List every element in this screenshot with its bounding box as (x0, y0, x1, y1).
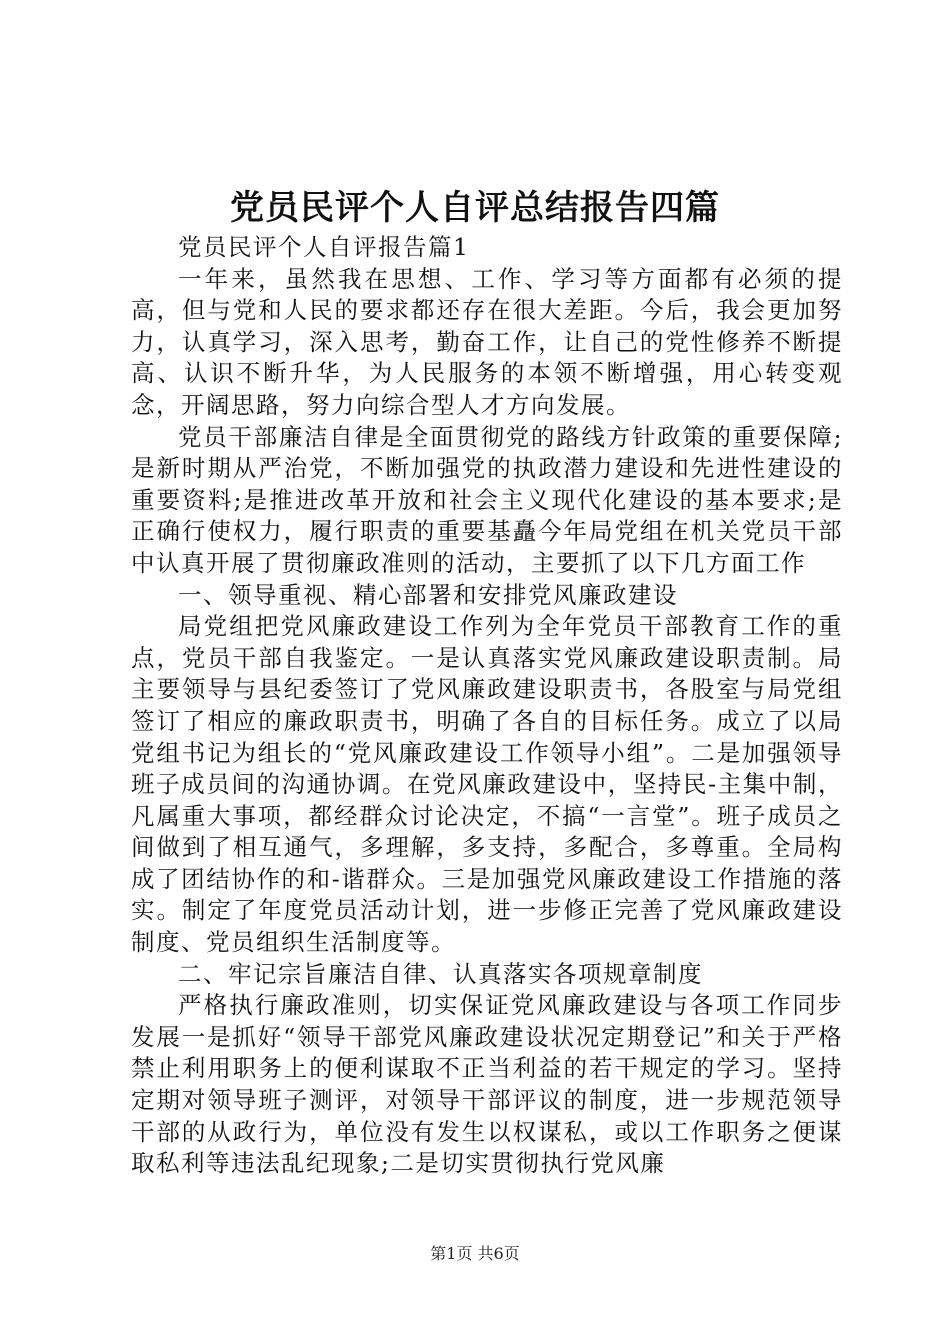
document-subtitle: 党员民评个人自评报告篇1 (178, 233, 470, 261)
document-body (131, 232, 843, 1180)
section-heading-1: 一、领导重视、精心部署和安排党风廉政建设 (178, 580, 678, 609)
section-paragraph-2: 严格执行廉政准则，切实保证党风廉政建设与各项工作同步发展一是抓好“领导干部党风廉政建设状况定期登记”和关于严格禁止利用职务上的便利谋取不正当利益的若干规定的学习。坚持定期对领导班子测评，对领导干部评议的制度，进一步规范领导干部的从政行为，单位没有发生以权谋私，或以工作职务之便谋取私利等违法乱纪现象;二是切实贯彻执行党风廉 (131, 991, 843, 1178)
paragraph-intro: 一年来，虽然我在思想、工作、学习等方面都有必须的提高，但与党和人民的要求都还存在很大差距。今后，我会更加努力，认真学习，深入思考，勤奋工作，让自己的党性修养不断提高、认识不断升华，为人民服务的本领不断增强，用心转变观念，开阔思路，努力向综合型人才方向发展。 (131, 264, 843, 419)
section-paragraph-1: 局党组把党风廉政建设工作列为全年党员干部教育工作的重点，党员干部自我鉴定。一是认真落实党风廉政建设职责制。局主要领导与县纪委签订了党风廉政建设职责书，各股室与局党组签订了相应的廉政职责书，明确了各自的目标任务。成立了以局党组书记为组长的“党风廉政建设工作领导小组”。二是加强领导班子成员间的沟通协调。在党风廉政建设中，坚持民-主集中制，凡属重大事项，都经群众讨论决定，不搞“一言堂”。班子成员之间做到了相互通气，多理解，多支持，多配合，多尊重。全局构成了团结协作的和-谐群众。三是加强党风廉政建设工作措施的落实。制定了年度党员活动计划，进一步修正完善了党风廉政建设制度、党员组织生活制度等。 (131, 612, 843, 957)
document-title: 党员民评个人自评总结报告四篇 (230, 188, 720, 228)
page-number: 第1页 共6页 (430, 1244, 520, 1263)
paragraph-self-discipline: 党员干部廉洁自律是全面贯彻党的路线方针政策的重要保障;是新时期从严治党，不断加强党的执政潜力建设和先进性建设的重要资料;是推进改革开放和社会主义现代化建设的基本要求;是正确行使权力，履行职责的重要基矗今年局党组在机关党员干部中认真开展了贯彻廉政准则的活动，主要抓了以下几方面工作 (131, 422, 843, 577)
section-heading-2: 二、牢记宗旨廉洁自律、认真落实各项规章制度 (178, 959, 703, 988)
